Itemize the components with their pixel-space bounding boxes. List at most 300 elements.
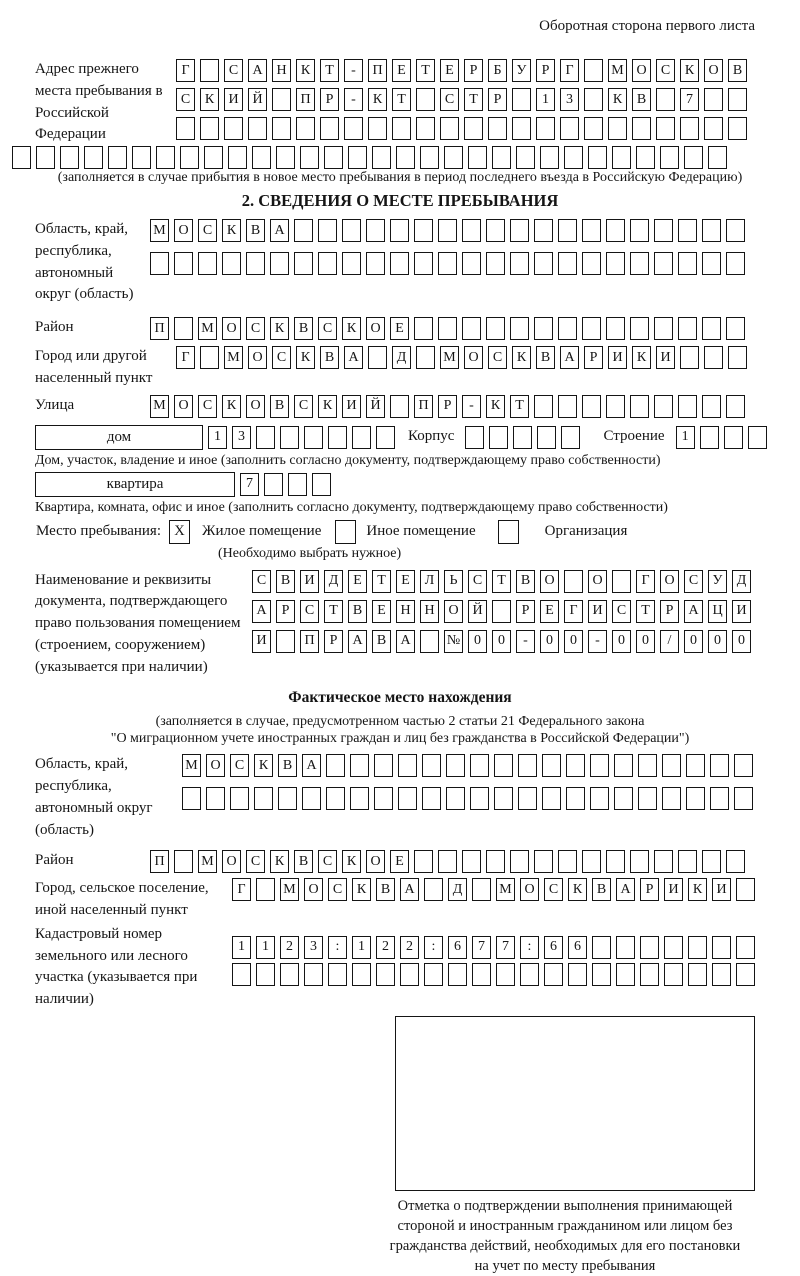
char-box <box>494 754 513 777</box>
char-box <box>400 963 419 986</box>
char-box <box>712 936 731 959</box>
char-box: Е <box>392 59 411 82</box>
actual-district-field <box>35 850 800 873</box>
char-box: С <box>488 346 507 369</box>
char-box <box>688 936 707 959</box>
char-box <box>446 787 465 810</box>
char-box <box>582 395 601 418</box>
char-box: Д <box>392 346 411 369</box>
actual-region-rows <box>182 754 753 841</box>
char-box: Д <box>448 878 467 901</box>
char-box <box>542 787 561 810</box>
char-box <box>606 252 625 275</box>
char-box: И <box>252 630 271 653</box>
stay-type-label: Место пребывания: <box>36 523 161 539</box>
char-box <box>416 88 435 111</box>
char-box <box>465 426 484 449</box>
char-box <box>444 146 463 169</box>
char-box <box>470 754 489 777</box>
char-box: С <box>684 570 703 593</box>
char-box <box>270 252 289 275</box>
prev-address-field <box>35 59 800 169</box>
char-box: О <box>444 600 463 623</box>
char-box: О <box>174 395 193 418</box>
char-box <box>542 754 561 777</box>
char-box: Е <box>396 570 415 593</box>
char-box <box>630 850 649 873</box>
confirmation-caption <box>330 1196 800 1276</box>
char-box: А <box>684 600 703 623</box>
char-box: 2 <box>376 936 395 959</box>
char-box <box>200 59 219 82</box>
char-box: Т <box>416 59 435 82</box>
char-box <box>638 787 657 810</box>
char-box <box>728 88 747 111</box>
char-box: О <box>304 878 323 901</box>
char-box: А <box>270 219 289 242</box>
char-box: 0 <box>684 630 703 653</box>
char-box <box>328 426 347 449</box>
char-box <box>688 963 707 986</box>
char-box <box>420 630 439 653</box>
char-box: Й <box>366 395 385 418</box>
actual-region-field <box>35 754 800 841</box>
char-box <box>390 252 409 275</box>
char-box <box>486 317 505 340</box>
char-box: А <box>400 878 419 901</box>
char-box <box>438 317 457 340</box>
char-box: Т <box>320 59 339 82</box>
char-box <box>564 570 583 593</box>
char-box <box>726 317 745 340</box>
char-box: М <box>182 754 201 777</box>
char-box: О <box>248 346 267 369</box>
stroenie-row <box>676 426 767 449</box>
char-box <box>414 219 433 242</box>
char-box: П <box>300 630 319 653</box>
char-box <box>592 936 611 959</box>
char-box <box>704 88 723 111</box>
char-box <box>736 878 755 901</box>
char-box <box>230 787 249 810</box>
char-box: С <box>198 395 217 418</box>
char-box <box>704 117 723 140</box>
city-row <box>176 346 747 369</box>
char-box <box>510 850 529 873</box>
apartment-type-box: квартира <box>35 472 235 497</box>
char-box: Л <box>420 570 439 593</box>
char-box <box>734 787 753 810</box>
page-header: Оборотная сторона первого листа <box>539 18 755 34</box>
char-box <box>582 850 601 873</box>
char-box: Е <box>390 317 409 340</box>
street-label: Улица <box>35 396 75 413</box>
document-row-1 <box>252 570 751 593</box>
document-label: Наименование и реквизиты документа, подтверждающего право пользования помещением (строением, сооружением) (указывается при наличии) <box>35 571 241 675</box>
char-box: 2 <box>400 936 419 959</box>
char-box <box>518 787 537 810</box>
char-box <box>174 850 193 873</box>
char-box: С <box>224 59 243 82</box>
char-box: С <box>246 850 265 873</box>
char-box: Н <box>396 600 415 623</box>
char-box: 6 <box>448 936 467 959</box>
char-box: В <box>372 630 391 653</box>
city-field <box>35 346 800 390</box>
char-box: 0 <box>612 630 631 653</box>
char-box <box>702 219 721 242</box>
char-box <box>630 395 649 418</box>
char-box <box>678 850 697 873</box>
char-box <box>228 146 247 169</box>
actual-region-label: Область, край, республика, автономный округ (область) <box>35 756 153 838</box>
char-box <box>414 850 433 873</box>
char-box: Т <box>636 600 655 623</box>
char-box: Г <box>564 600 583 623</box>
char-box <box>678 252 697 275</box>
char-box <box>414 317 433 340</box>
char-box <box>630 317 649 340</box>
char-box <box>304 426 323 449</box>
char-box: - <box>516 630 535 653</box>
char-box <box>702 252 721 275</box>
char-box <box>590 754 609 777</box>
char-box <box>366 219 385 242</box>
char-box <box>558 395 577 418</box>
house-number-row <box>208 426 395 449</box>
house-type-box: дом <box>35 425 203 450</box>
char-box <box>448 963 467 986</box>
char-box <box>492 600 511 623</box>
char-box <box>612 570 631 593</box>
char-box: 1 <box>352 936 371 959</box>
char-box <box>350 787 369 810</box>
char-box: Р <box>464 59 483 82</box>
char-box <box>728 117 747 140</box>
char-box: И <box>608 346 627 369</box>
char-box: О <box>520 878 539 901</box>
char-box: И <box>300 570 319 593</box>
char-box <box>702 850 721 873</box>
char-box <box>489 426 508 449</box>
char-box: Р <box>660 600 679 623</box>
char-box <box>276 630 295 653</box>
char-box: 7 <box>472 936 491 959</box>
char-box <box>558 252 577 275</box>
char-box <box>582 317 601 340</box>
char-box: Т <box>492 570 511 593</box>
option-residential-label: Жилое помещение <box>202 523 322 539</box>
char-box: К <box>568 878 587 901</box>
char-box: О <box>464 346 483 369</box>
char-box <box>204 146 223 169</box>
char-box: К <box>222 219 241 242</box>
char-box <box>222 252 241 275</box>
char-box <box>660 146 679 169</box>
prev-address-row-3 <box>176 117 747 140</box>
char-box <box>246 252 265 275</box>
char-box: : <box>520 936 539 959</box>
char-box <box>438 219 457 242</box>
actual-district-label: Район <box>35 852 74 869</box>
char-box: 6 <box>544 936 563 959</box>
char-box <box>748 426 767 449</box>
char-box: В <box>276 570 295 593</box>
apartment-caption: Квартира, комната, офис и иное (заполнить согласно документу, подтверждающему право собственности) <box>35 499 668 515</box>
char-box <box>726 395 745 418</box>
char-box: : <box>328 936 347 959</box>
char-box: С <box>612 600 631 623</box>
char-box: Г <box>176 346 195 369</box>
document-field <box>35 570 800 679</box>
char-box <box>198 252 217 275</box>
actual-note-line1: (заполняется в случае, предусмотренном частью 2 статьи 21 Федерального закона <box>155 714 645 730</box>
option-organization-label: Организация <box>544 523 628 539</box>
char-box: В <box>270 395 289 418</box>
char-box: 0 <box>564 630 583 653</box>
char-box <box>486 252 505 275</box>
char-box <box>710 754 729 777</box>
char-box <box>252 146 271 169</box>
char-box: Е <box>440 59 459 82</box>
char-box: А <box>302 754 321 777</box>
char-box <box>438 850 457 873</box>
char-box: Т <box>464 88 483 111</box>
char-box <box>324 146 343 169</box>
char-box: Р <box>536 59 555 82</box>
char-box: А <box>252 600 271 623</box>
prev-address-note: (заполняется в случае прибытия в новое место пребывания в период последнего въезда в Российскую Федерацию) <box>57 170 743 185</box>
char-box <box>368 346 387 369</box>
char-box <box>472 878 491 901</box>
char-box: С <box>176 88 195 111</box>
char-box <box>350 754 369 777</box>
cadastral-label: Кадастровый номер земельного или лесного участка (указывается при наличии) <box>35 925 198 1007</box>
char-box <box>636 146 655 169</box>
char-box <box>132 146 151 169</box>
char-box: Г <box>176 59 195 82</box>
char-box: В <box>294 850 313 873</box>
char-box: И <box>342 395 361 418</box>
char-box: Н <box>420 600 439 623</box>
char-box: М <box>440 346 459 369</box>
char-box <box>272 88 291 111</box>
region-rows <box>150 219 745 306</box>
char-box <box>446 754 465 777</box>
char-box <box>616 936 635 959</box>
actual-city-label: Город, сельское поселение, иной населенный пункт <box>35 880 209 918</box>
char-box: М <box>198 850 217 873</box>
confirmation-caption-line4: на учет по месту пребывания <box>474 1257 656 1274</box>
region-row-2 <box>150 252 745 275</box>
char-box: Е <box>348 570 367 593</box>
char-box <box>424 963 443 986</box>
char-box <box>612 146 631 169</box>
char-box <box>328 963 347 986</box>
char-box <box>558 219 577 242</box>
char-box <box>724 426 743 449</box>
char-box <box>680 117 699 140</box>
char-box: О <box>632 59 651 82</box>
char-box <box>654 850 673 873</box>
confirmation-caption-line1: Отметка о подтверждении выполнения принимающей <box>397 1197 733 1214</box>
char-box: О <box>222 317 241 340</box>
char-box <box>510 252 529 275</box>
char-box: 0 <box>540 630 559 653</box>
confirmation-stamp-box <box>395 1016 755 1191</box>
char-box <box>200 117 219 140</box>
char-box: 0 <box>492 630 511 653</box>
apartment-number-row <box>240 473 331 496</box>
char-box: И <box>732 600 751 623</box>
char-box: С <box>318 850 337 873</box>
char-box <box>470 787 489 810</box>
char-box <box>702 395 721 418</box>
char-box: И <box>712 878 731 901</box>
house-caption: Дом, участок, владение и иное (заполнить согласно документу, подтверждающему право собственности) <box>35 452 661 468</box>
char-box: - <box>344 59 363 82</box>
char-box: Й <box>248 88 267 111</box>
char-box: С <box>656 59 675 82</box>
char-box <box>342 252 361 275</box>
char-box: А <box>344 346 363 369</box>
char-box <box>558 850 577 873</box>
char-box: С <box>252 570 271 593</box>
char-box: : <box>424 936 443 959</box>
char-box: Р <box>488 88 507 111</box>
char-box: Й <box>468 600 487 623</box>
char-box <box>537 426 556 449</box>
char-box <box>232 963 251 986</box>
char-box <box>496 963 515 986</box>
char-box <box>558 317 577 340</box>
char-box: А <box>248 59 267 82</box>
char-box <box>704 346 723 369</box>
char-box: / <box>660 630 679 653</box>
document-row-3 <box>252 630 751 653</box>
char-box <box>708 146 727 169</box>
region-field <box>35 219 800 306</box>
char-box: Ь <box>444 570 463 593</box>
char-box: И <box>664 878 683 901</box>
char-box: 1 <box>676 426 695 449</box>
char-box <box>272 117 291 140</box>
char-box: М <box>496 878 515 901</box>
char-box: 0 <box>468 630 487 653</box>
char-box <box>108 146 127 169</box>
char-box <box>614 754 633 777</box>
char-box <box>176 117 195 140</box>
char-box <box>416 117 435 140</box>
char-box <box>366 252 385 275</box>
char-box <box>700 426 719 449</box>
char-box <box>486 850 505 873</box>
char-box <box>664 963 683 986</box>
char-box <box>540 146 559 169</box>
char-box: Т <box>372 570 391 593</box>
char-box <box>726 850 745 873</box>
char-box <box>464 117 483 140</box>
char-box <box>280 963 299 986</box>
char-box: К <box>296 346 315 369</box>
char-box <box>520 963 539 986</box>
char-box <box>614 787 633 810</box>
char-box: К <box>342 317 361 340</box>
char-box: В <box>376 878 395 901</box>
stroenie-label: Строение <box>603 428 665 445</box>
char-box <box>224 117 243 140</box>
char-box: Д <box>732 570 751 593</box>
char-box <box>156 146 175 169</box>
char-box: С <box>468 570 487 593</box>
char-box: В <box>536 346 555 369</box>
char-box <box>398 787 417 810</box>
char-box: О <box>366 850 385 873</box>
char-box <box>726 219 745 242</box>
char-box <box>256 878 275 901</box>
char-box <box>734 754 753 777</box>
char-box: - <box>344 88 363 111</box>
char-box <box>534 850 553 873</box>
char-box <box>726 252 745 275</box>
char-box <box>352 963 371 986</box>
char-box <box>396 146 415 169</box>
char-box: 6 <box>568 936 587 959</box>
actual-note-line2: "О миграционном учете иностранных граждан и лиц без гражданства в Российской Федерации") <box>110 731 690 747</box>
char-box <box>174 317 193 340</box>
char-box <box>678 317 697 340</box>
char-box: В <box>728 59 747 82</box>
char-box: М <box>150 395 169 418</box>
char-box <box>582 252 601 275</box>
char-box <box>560 117 579 140</box>
char-box: М <box>608 59 627 82</box>
actual-city-field <box>35 878 800 922</box>
char-box: А <box>560 346 579 369</box>
char-box: О <box>246 395 265 418</box>
char-box <box>374 787 393 810</box>
char-box: К <box>512 346 531 369</box>
char-box: С <box>328 878 347 901</box>
street-row <box>150 395 745 418</box>
char-box: 2 <box>280 936 299 959</box>
char-box <box>392 117 411 140</box>
char-box <box>544 963 563 986</box>
char-box <box>280 426 299 449</box>
char-box <box>294 252 313 275</box>
char-box <box>664 936 683 959</box>
char-box: Р <box>516 600 535 623</box>
char-box: Г <box>232 878 251 901</box>
char-box <box>510 317 529 340</box>
char-box: В <box>516 570 535 593</box>
char-box: К <box>296 59 315 82</box>
cadastral-field <box>35 924 800 1011</box>
char-box: 0 <box>708 630 727 653</box>
char-box <box>678 395 697 418</box>
actual-city-row <box>232 878 755 901</box>
char-box <box>606 850 625 873</box>
char-box <box>390 395 409 418</box>
char-box <box>654 252 673 275</box>
confirmation-caption-line3: гражданства действий, необходимых для его постановки <box>389 1237 741 1254</box>
char-box: П <box>414 395 433 418</box>
char-box <box>534 317 553 340</box>
char-box <box>513 426 532 449</box>
form-page <box>0 18 800 1274</box>
apartment-line <box>35 472 800 497</box>
char-box <box>656 88 675 111</box>
